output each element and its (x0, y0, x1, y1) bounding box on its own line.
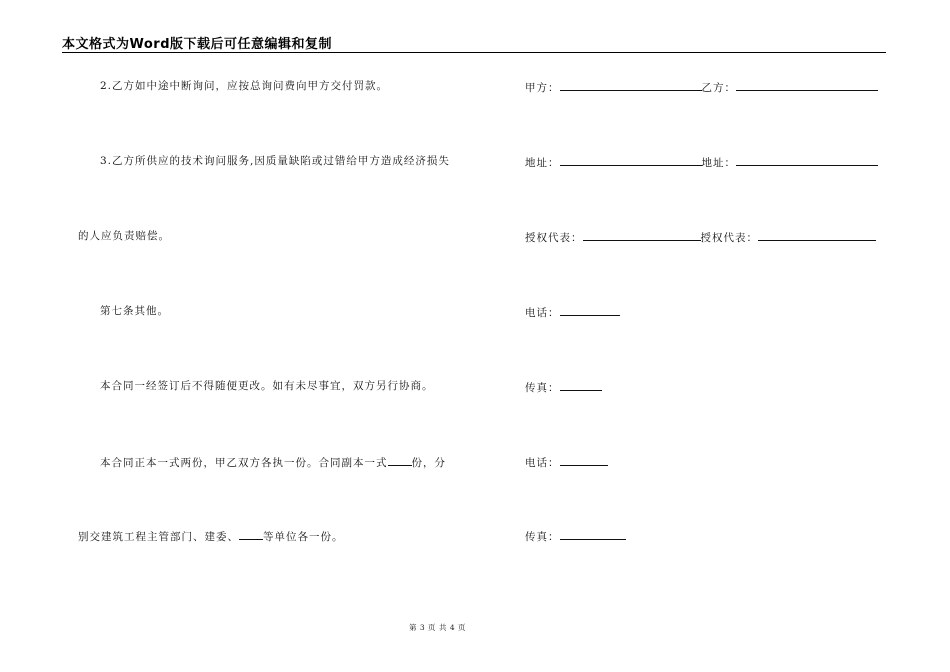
auth-b-label: 授权代表： (700, 232, 758, 244)
header-divider (62, 52, 886, 53)
fax-row-2 (525, 528, 626, 544)
fax-2-label: 传真： (525, 531, 560, 543)
copies-clause-part-a: 本合同正本一式两份，甲乙双方各执一份。合同副本一式 (100, 457, 388, 469)
distribution-clause-part-b: 等单位各一份。 (263, 531, 344, 543)
auth-a-field[interactable] (583, 229, 701, 241)
address-row (525, 154, 878, 170)
party-b-field[interactable] (736, 79, 878, 91)
distribution-clause-part-a: 别交建筑工程主管部门、建委、 (78, 531, 239, 543)
article-7-heading: 第七条其他。 (100, 305, 169, 317)
fax-2-field[interactable] (560, 528, 626, 540)
address-a-label: 地址： (525, 157, 560, 169)
phone-1-field[interactable] (560, 304, 620, 316)
amendment-clause: 本合同一经签订后不得随便更改。如有未尽事宜，双方另行协商。 (100, 380, 434, 392)
copies-clause (100, 454, 446, 470)
page-number: 第 3 页 共 4 页 (409, 623, 466, 632)
party-row (525, 79, 878, 95)
address-b-label: 地址： (701, 157, 736, 169)
phone-1-label: 电话： (525, 307, 560, 319)
clause-3-text: 3.乙方所供应的技术询问服务,因质量缺陷或过错给甲方造成经济损失 (100, 155, 450, 167)
address-a-field[interactable] (560, 154, 702, 166)
party-b-label: 乙方： (701, 82, 736, 94)
party-a-label: 甲方： (525, 82, 560, 94)
distribution-units-blank[interactable] (239, 528, 263, 540)
auth-a-label: 授权代表： (525, 232, 583, 244)
phone-row-1 (525, 304, 620, 320)
address-b-field[interactable] (736, 154, 878, 166)
auth-b-field[interactable] (758, 229, 876, 241)
phone-row-2 (525, 454, 608, 470)
copies-clause-part-b: 份，分 (411, 457, 446, 469)
distribution-clause (78, 528, 344, 544)
fax-row-1 (525, 379, 602, 395)
party-a-field[interactable] (560, 79, 702, 91)
fax-1-label: 传真： (525, 382, 560, 394)
phone-2-label: 电话： (525, 457, 560, 469)
clause-3-continuation: 的人应负责赔偿。 (78, 230, 170, 242)
clause-2-text: 2.乙方如中途中断询问，应按总询问费向甲方交付罚款。 (100, 80, 389, 92)
copies-count-blank[interactable] (388, 454, 412, 466)
phone-2-field[interactable] (560, 454, 608, 466)
authorized-rep-row (525, 229, 876, 245)
document-header-title: 本文格式为Word版下载后可任意编辑和复制 (62, 37, 333, 52)
fax-1-field[interactable] (560, 379, 602, 391)
